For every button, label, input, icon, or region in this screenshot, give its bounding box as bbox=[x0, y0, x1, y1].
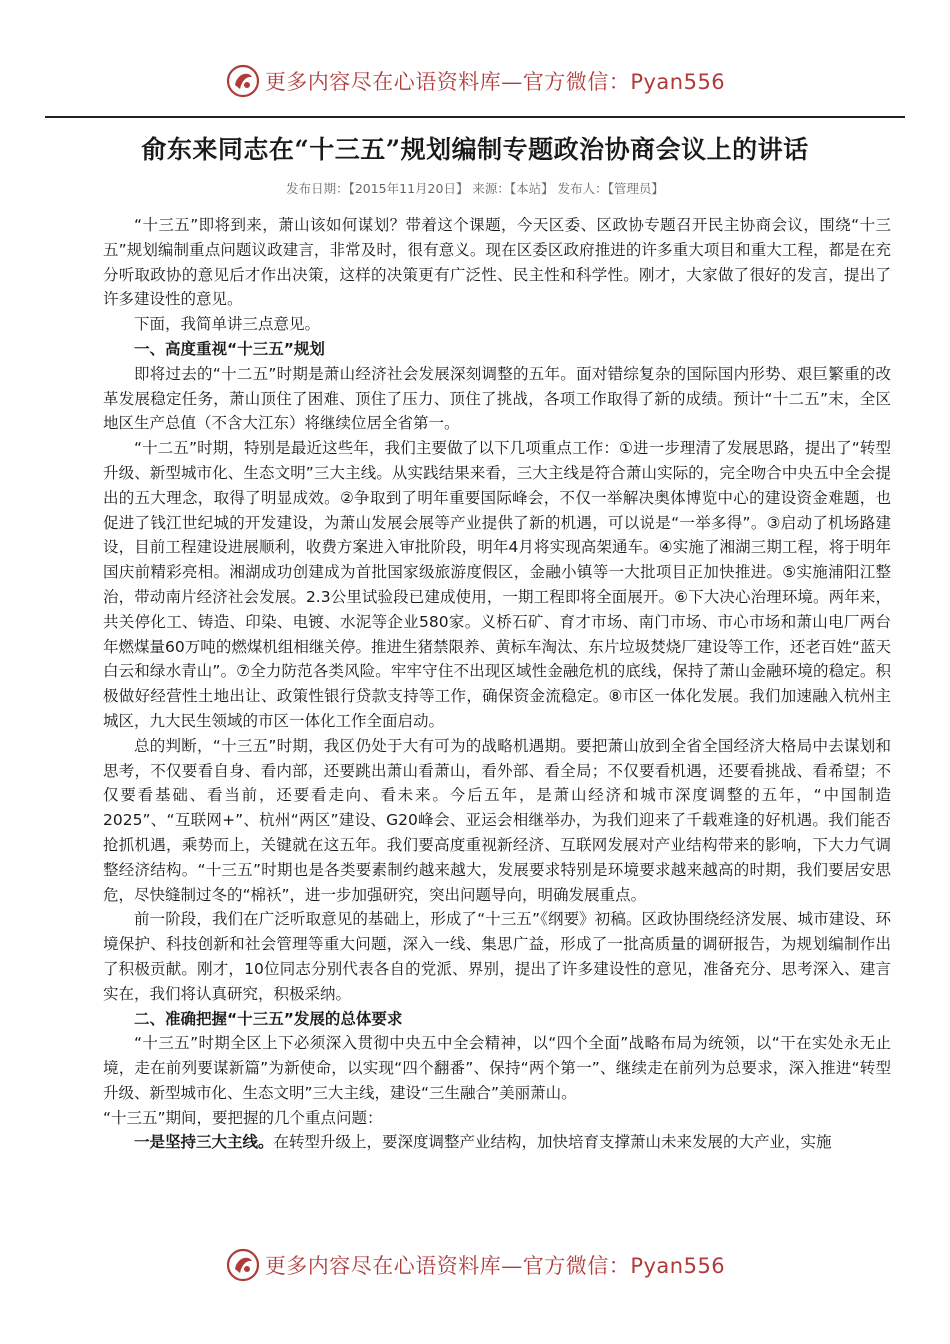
banner-text bbox=[265, 66, 725, 96]
banner-text bbox=[265, 1250, 725, 1280]
paragraph: 总的判断，“十三五”时期，我区仍处于大有可为的战略机遇期。要把萧山放到全省全国经济大格局中去谋划和思考，不仅要看自身、看内部，还要跳出萧山看萧山，看外部、看全局；不仅要看机遇，还要看挑战、看希望；不仅要看基础、看当前，还要看走向、看未来。今后五年，是萧山经济和城市深度调整的五年，“中国制造2025”、“互联网+”、杭州“两区”建设、G20峰会、亚运会相继举办，为我们迎来了千载难逢的好机遇。我们能否抢抓机遇，乘势而上，关键就在这五年。我们要高度重视新经济、互联网发展对产业结构带来的影响，下大力气调整经济结构。“十三五”时期也是各类要素制约越来越大，发展要求特别是环境要求越来越高的时期，我们要居安思危，尽快缝制过冬的“棉袄”，进一步加强研究，突出问题导向，明确发展重点。 bbox=[103, 736, 891, 904]
paragraph: 前一阶段，我们在广泛听取意见的基础上，形成了“十三五”《纲要》初稿。区政协围绕经济发展、城市建设、环境保护、科技创新和社会管理等重大问题，深入一线、集思广益，形成了一批高质量的调研报告，为规划编制作出了积极贡献。刚才，10位同志分别代表各自的党派、界别，提出了许多建设性的意见，准备充分、思考深入、建言实在，我们将认真研究，积极采纳。 bbox=[103, 910, 891, 1003]
paragraph: “十三五”时期全区上下必须深入贯彻中央五中全会精神，以“四个全面”战略布局为统领，以“干在实处永无止境，走在前列要谋新篇”为新使命，以实现“四个翻番”、保持“两个第一”、继续走在前列为总要求，深入推进“转型升级、新型城市化、生态文明”三大主线，建设“三生融合”美丽萧山。 bbox=[103, 1034, 891, 1102]
paragraph bbox=[103, 1130, 891, 1155]
paragraph: “十二五”时期，特别是最近这些年，我们主要做了以下几项重点工作：①进一步理清了发展思路，提出了“转型升级、新型城市化、生态文明”三大主线。从实践结果来看，三大主线是符合萧山实际的，完全吻合中央五中全会提出的五大理念，取得了明显成效。②争取到了明年重要国际峰会，不仅一举解决奥体博览中心的建设资金难题，也促进了钱江世纪城的开发建设，为萧山发展会展等产业提供了新的机遇，可以说是“一举多得”。③启动了机场路建设，目前工程建设进展顺利，收费方案进入审批阶段，明年4月将实现高架通车。④实施了湘湖三期工程，将于明年国庆前精彩亮相。湘湖成功创建成为首批国家级旅游度假区，金融小镇等一大批项目正加快推进。⑤实施浦阳江整治，带动南片经济社会发展。2.3公里试验段已建成使用，一期工程即将全面展开。⑥下大决心治理环境。两年来，共关停化工、铸造、印染、电镀、水泥等企业580家。义桥石矿、育才市场、南门市场、市心市场和萧山电厂两台年燃煤量60万吨的燃煤机组相继关停。推进生猪禁限养、黄标车淘汰、东片垃圾焚烧厂建设等工作，还老百姓“蓝天白云和绿水青山”。⑦全力防范各类风险。牢牢守住不出现区域性金融危机的底线，保持了萧山金融环境的稳定。积极做好经营性土地出让、政策性银行贷款支持等工作，确保资金流稳定。⑧市区一体化发展。我们加速融入杭州主城区，九大民生领域的市区一体化工作全面启动。 bbox=[103, 439, 891, 730]
article-title: 俞东来同志在“十三五”规划编制专题政治协商会议上的讲话 bbox=[141, 135, 809, 164]
banner-slogan: 更多内容尽在心语资料库—官方微信： bbox=[264, 70, 631, 94]
banner-wechat-handle: Pyan556 bbox=[630, 70, 726, 94]
brand-logo-icon bbox=[225, 63, 261, 99]
banner-slogan: 更多内容尽在心语资料库—官方微信： bbox=[264, 1254, 631, 1278]
top-banner bbox=[0, 56, 950, 106]
paragraph: 即将过去的“十二五”时期是萧山经济社会发展深刻调整的五年。面对错综复杂的国际国内形势、艰巨繁重的改革发展稳定任务，萧山顶住了困难、顶住了压力、顶住了挑战，各项工作取得了新的成绩。预计“十二五”末，全区地区生产总值（不含大江东）将继续位居全省第一。 bbox=[103, 364, 891, 433]
paragraph: “十三五”即将到来，萧山该如何谋划？带着这个课题，今天区委、区政协专题召开民主协商会议，围绕“十三五”规划编制重点问题议政建言，非常及时，很有意义。现在区委区政府推进的许多重大项目和重大工程，都是在充分听取政协的意见后才作出决策，这样的决策更有广泛性、民主性和科学性。刚才，大家做了很好的发言，提出了许多建设性的意见。 bbox=[103, 216, 891, 309]
paragraph: 下面，我简单讲三点意见。 bbox=[134, 315, 321, 334]
article-body bbox=[103, 213, 891, 1155]
banner-wechat-handle: Pyan556 bbox=[630, 1254, 726, 1278]
paragraph-lead: 一是坚持三大主线。 bbox=[134, 1133, 274, 1152]
header-divider bbox=[45, 116, 905, 118]
bottom-banner bbox=[0, 1240, 950, 1290]
brand-logo-icon bbox=[225, 1247, 261, 1283]
section-heading: 一、高度重视“十三五”规划 bbox=[134, 339, 325, 358]
article-meta: 发布日期：【2015年11月20日】 来源：【本站】 发布人：【管理员】 bbox=[286, 181, 664, 196]
paragraph: “十三五”期间，要把握的几个重点问题： bbox=[103, 1108, 383, 1127]
paragraph-text: 在转型升级上，要深度调整产业结构，加快培育支撑萧山未来发展的大产业，实施 bbox=[273, 1133, 832, 1152]
section-heading: 二、准确把握“十三五”发展的总体要求 bbox=[134, 1009, 403, 1028]
